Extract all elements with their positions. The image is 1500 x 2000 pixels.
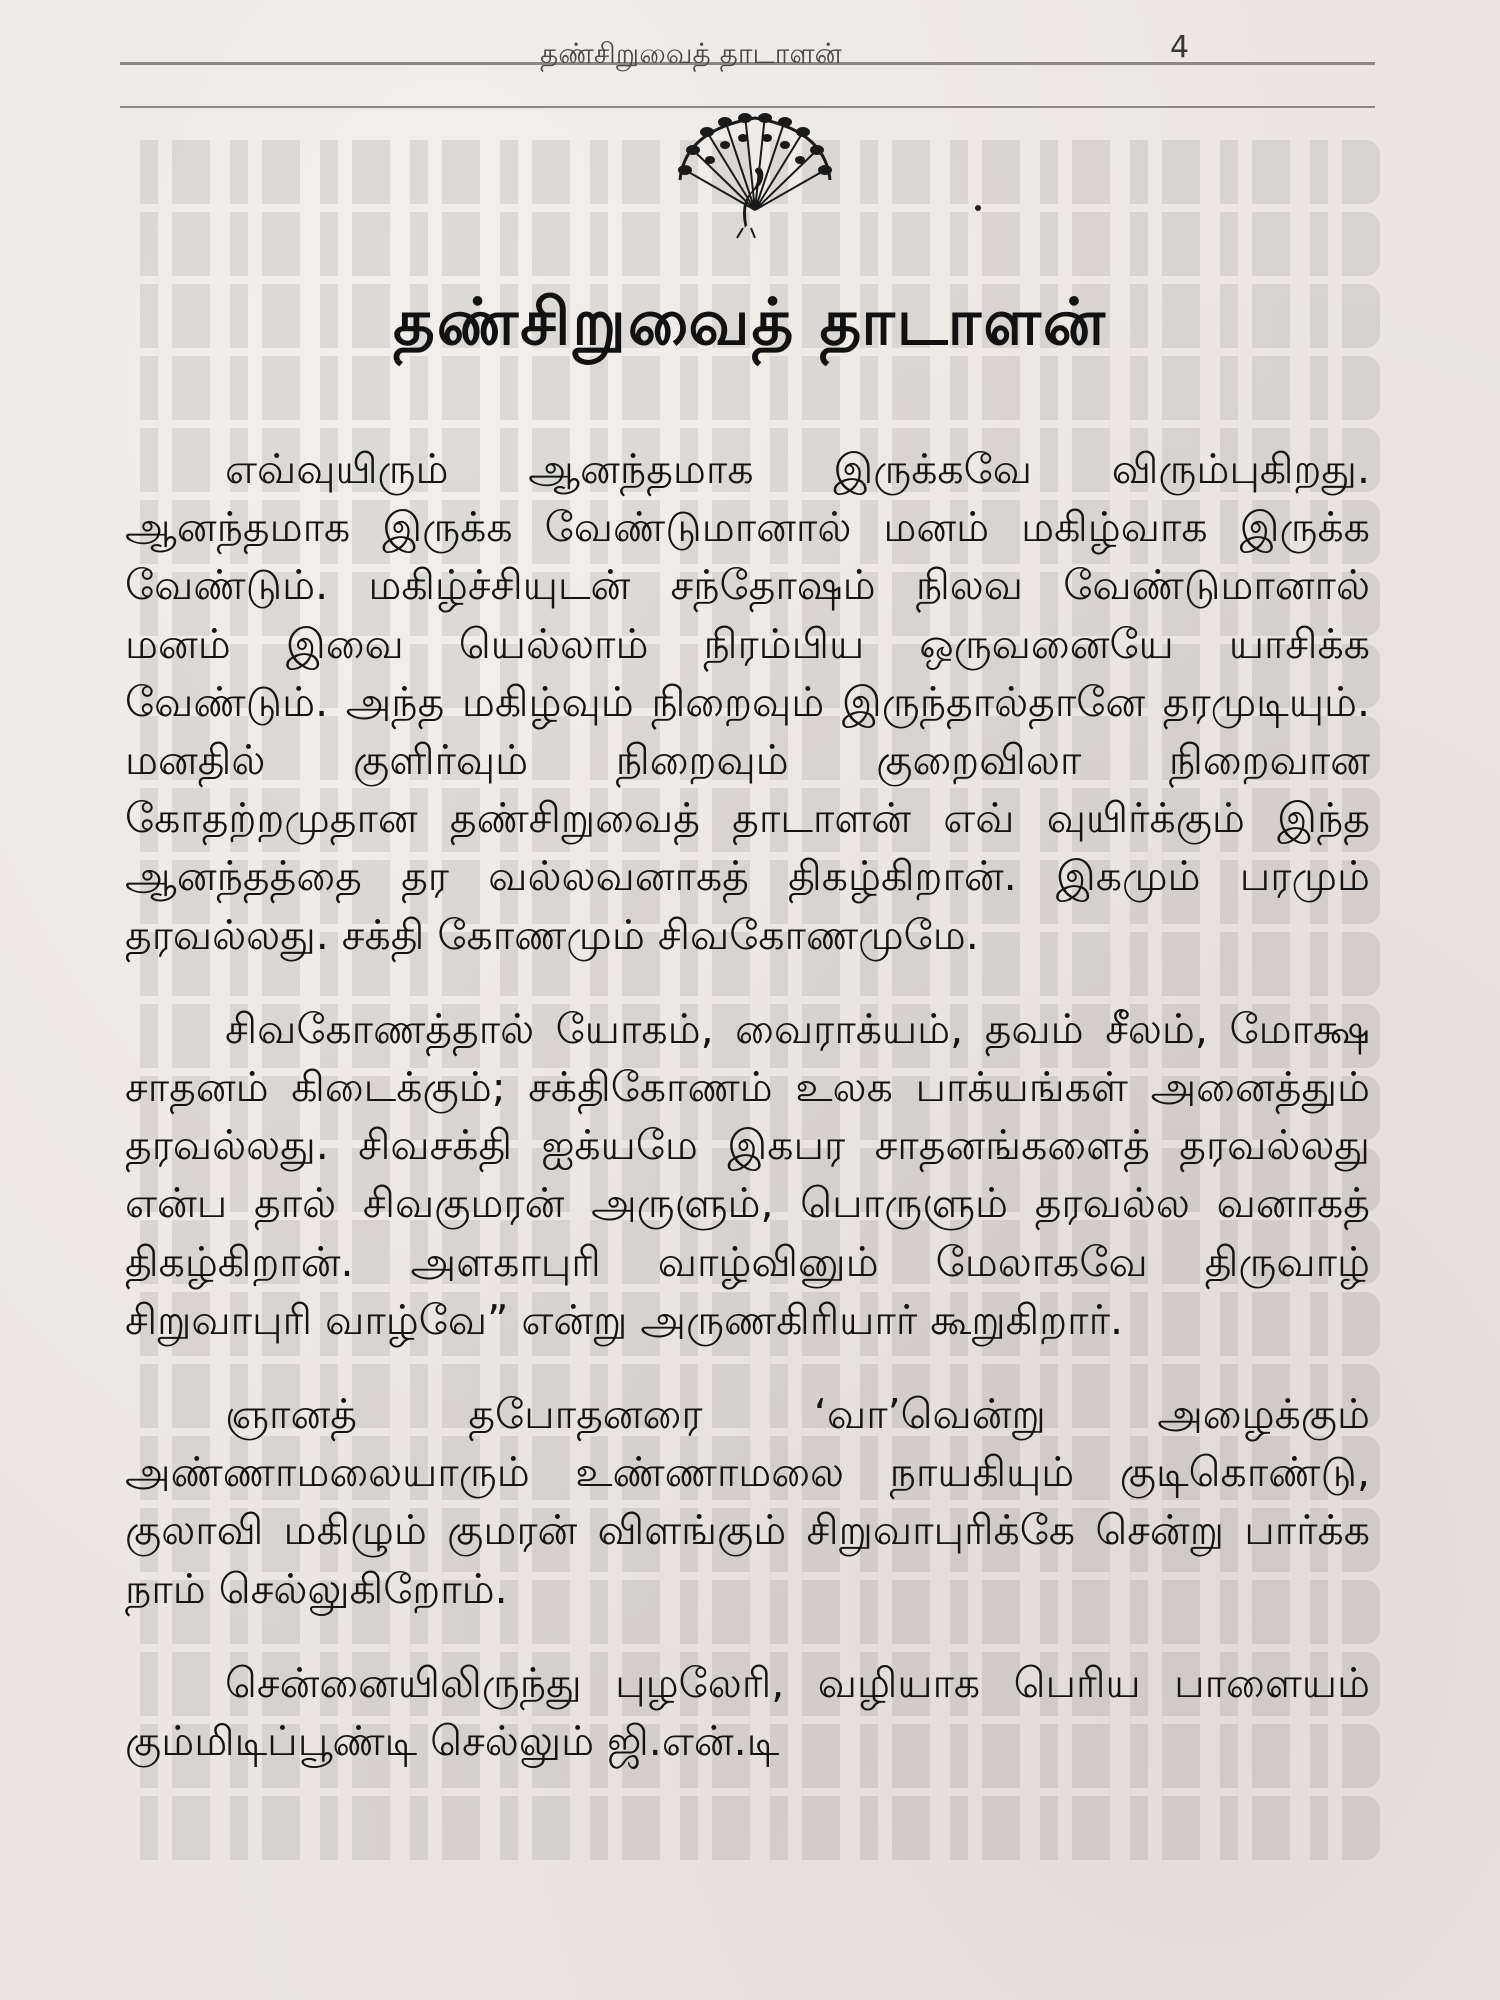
running-head: தண்சிறுவைத் தாடாளன்: [540, 37, 842, 70]
body-text: [125, 440, 1370, 1770]
ink-dot: [975, 205, 981, 211]
chapter-title: தண்சிறுவைத் தாடாளன்: [393, 285, 1107, 360]
paragraph-4: சென்னையிலிருந்து புழலேரி, வழியாக பெரிய பாளையம் கும்மிடிப்பூண்டி செல்லும் ஜி.என்.டி: [125, 1658, 1370, 1766]
peacock-icon: [665, 110, 845, 240]
paragraph-1: எவ்வுயிரும் ஆனந்தமாக இருக்கவே விரும்புகிறது. ஆனந்தமாக இருக்க வேண்டுமானால் மனம் மகிழ்வாக இருக்க வேண்டும். மகிழ்ச்சியுடன் சந்தோஷம் நிலவ வேண்டுமானால் மனம் இவை யெல்லாம் நிரம்பிய ஒருவனையே யாசிக்க வேண்டும். அந்த மகிழ்வும் நிறைவும் இருந்தால்தானே தரமுடியும். மனதில் குளிர்வும் நிறைவும் குறைவிலா நிறைவான கோதற்றமுதான தண்சிறுவைத் தாடாளன் எவ் வுயிர்க்கும் இந்த ஆனந்தத்தை தர வல்லவனாகத் திகழ்கிறான். இகமும் பரமும் தரவல்லது. சக்தி கோணமும் சிவகோணமுமே.: [125, 445, 1370, 959]
paragraph-2: சிவகோணத்தால் யோகம், வைராக்யம், தவம் சீலம், மோக்ஷ சாதனம் கிடைக்கும்; சக்திகோணம் உலக பாக்யங்கள் அனைத்தும் தரவல்லது. சிவசக்தி ஐக்யமே இகபர சாதனங்களைத் தரவல்லது என்ப தால் சிவகுமரன் அருளும், பொருளும் தரவல்ல வனாகத் திகழ்கிறான். அளகாபுரி வாழ்வினும் மேலாகவே திருவாழ் சிறுவாபுரி வாழ்வே” என்று அருணகிரியார் கூறுகிறார்.: [125, 1004, 1370, 1344]
header-rule-bottom: [120, 106, 1375, 108]
paragraph-3: ஞானத் தபோதனரை ‘வா’வென்று அழைக்கும் அண்ணாமலையாரும் உண்ணாமலை நாயகியும் குடிகொண்டு, குலாவி மகிழும் குமரன் விளங்கும் சிறுவாபுரிக்கே சென்று பார்க்க நாம் செல்லுகிறோம்.: [125, 1390, 1370, 1613]
page-number: 4: [1170, 30, 1190, 65]
